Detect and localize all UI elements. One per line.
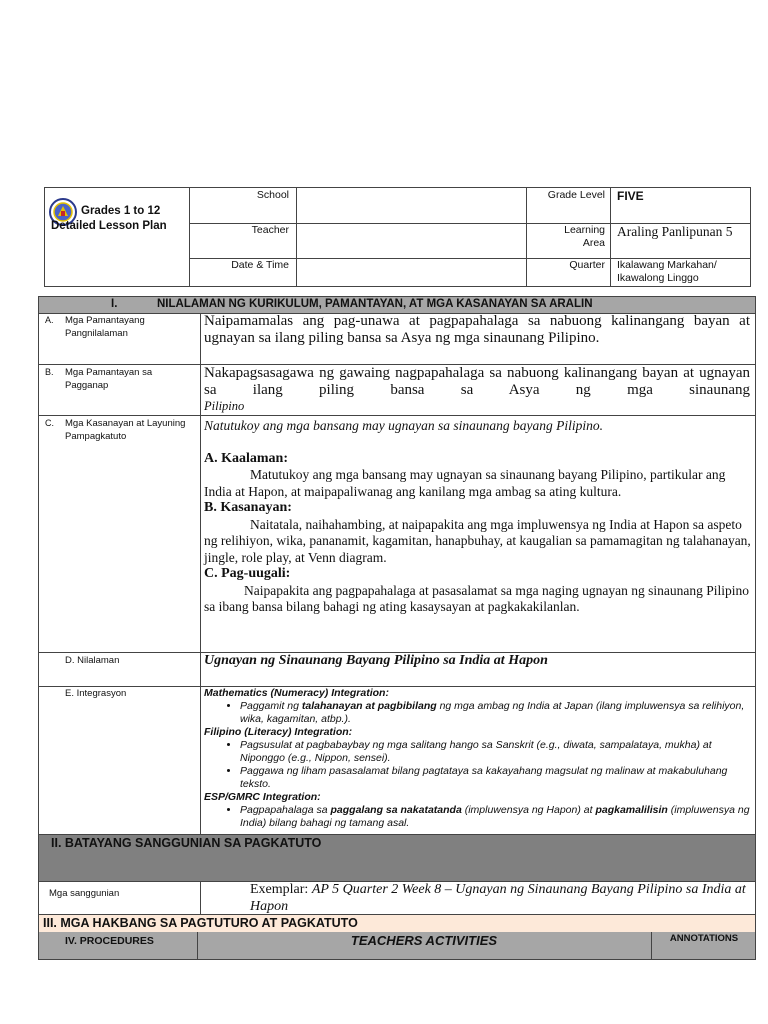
row-label: D. Nilalaman <box>65 655 120 666</box>
filipino-heading: Filipino (Literacy) Integration: <box>204 726 353 738</box>
school-value[interactable] <box>297 189 525 222</box>
kaalaman-heading: A. Kaalaman: <box>204 450 288 466</box>
section-header <box>39 297 755 314</box>
row-label: Mga Pamantayan sa Pagganap <box>65 367 153 391</box>
section-title: NILALAMAN NG KURIKULUM, PAMANTAYAN, AT MGA KASANAYAN SA ARALIN <box>157 298 593 310</box>
section-number: I. <box>111 298 118 310</box>
row-label: Mga Kasanayan at Layuning Pampagkatuto <box>65 418 186 442</box>
paguugali-heading: C. Pag-uugali: <box>204 566 291 581</box>
learning-area-value: Araling Panlipunan 5 <box>617 224 733 239</box>
objectives-intro: Natutukoy ang mga bansang may ugnayan sa sinaunang bayang Pilipino. <box>204 418 603 433</box>
esp-list <box>204 804 752 830</box>
reference-title: AP 5 Quarter 2 Week 8 – Ugnayan ng Sinaunang Bayang Pilipino sa India at Hapon <box>250 882 746 914</box>
learning-area-label-line1: Learning <box>564 224 605 236</box>
filipino-list <box>204 739 752 791</box>
grade-level-value: FIVE <box>617 189 644 203</box>
math-heading: Mathematics (Numeracy) Integration: <box>204 687 389 699</box>
lesson-plan-title: Grades 1 to 12 Detailed Lesson Plan <box>51 205 167 232</box>
math-list <box>204 700 752 726</box>
school-label: School <box>256 189 289 201</box>
reference-prefix: Exemplar: <box>250 882 312 897</box>
row-pamantayang-pangnilalaman <box>39 313 755 365</box>
row-label: Mga sanggunian <box>49 888 120 899</box>
annotations-label: ANNOTATIONS <box>669 933 739 944</box>
list-item: • Pagsusulat at pagbabaybay ng mga salitang hango sa Sanskrit (e.g., diwata, sampalataya, mukha) at Niponggo (e.g., Nippon, sensei). <box>240 739 752 765</box>
quarter-label: Quarter <box>569 259 605 271</box>
kasanayan-text: Naitatala, naihahambing, at naipapakita ang mga impluwensya ng India at Hapon sa aspeto ng relihiyon, wika, pananamit, kagamitan, hanapbuhay, at kaugalian sa pamamagitan ng talahanayan, jingle, role play, at Venn diagram. <box>204 516 751 565</box>
date-time-label: Date & Time <box>231 259 289 271</box>
row-nilalaman <box>39 653 755 687</box>
list-item: • Pagpapahalaga sa paggalang sa nakatatanda (impluwensya ng Hapon) at pagkamalilisin (impluwensya ng India) bilang bahagi ng tamang asal. <box>240 804 752 830</box>
grade-level-label: Grade Level <box>547 189 605 201</box>
content-standard-text: Naipamamalas ang pag-unawa at pagpapahalaga sa nabuong kalinangang bayan at ugnayan sa ilang piling bansa sa Asya ng mga sinaunang Pilipino. <box>204 313 750 346</box>
divider <box>200 881 201 914</box>
row-letter: A. <box>45 315 54 325</box>
esp-heading: ESP/GMRC Integration: <box>204 791 321 803</box>
learning-area-label-line2: Area <box>582 237 605 249</box>
reference-text <box>250 881 755 915</box>
date-time-value[interactable] <box>297 259 525 286</box>
paguugali-text: Naipapakita ang pagpapahalaga at pasasalamat sa mga naging ugnayan ng sinaunang Pilipino sa ibang bansa bilang bahagi ng ating kasaysayan at pagkakakilanlan. <box>204 582 749 614</box>
section2-title: II. BATAYANG SANGGUNIAN SA PAGKATUTO <box>51 836 322 850</box>
kasanayan-heading: B. Kasanayan: <box>204 500 292 515</box>
row-label: Mga Pamantayang Pangnilalaman <box>65 315 145 339</box>
list-item: • Paggamit ng talahanayan at pagbibilang ng mga ambag ng India at Japan (ilang impluwensya sa relihiyon, wika, kagamitan, atbp.). <box>240 700 752 726</box>
row-sanggunian <box>39 881 755 915</box>
integration-content <box>204 687 752 830</box>
section3-header <box>39 915 755 933</box>
curriculum-table <box>38 296 756 960</box>
procedures-header-row <box>39 932 755 959</box>
objectives-content <box>204 418 752 616</box>
section3-title: III. MGA HAKBANG SA PAGTUTURO AT PAGKATUTO <box>43 916 358 930</box>
performance-standard-main: Nakapagsasagawa ng gawaing nagpapahalaga sa nabuong kalinangang bayan at ugnayan sa ilang piling bansa sa Asya ng mga sinaunang <box>204 365 750 398</box>
row-letter: C. <box>45 418 54 428</box>
row-label: E. Integrasyon <box>65 688 127 699</box>
row-kasanayan-layunin <box>39 416 755 653</box>
divider <box>610 188 611 286</box>
kaalaman-text: Matutukoy ang mga bansang may ugnayan sa sinaunang bayang Pilipino, partikular ang India at Hapon, at maipapaliwanag ang kanilang mga ambag sa ating kultura. <box>204 467 726 499</box>
divider <box>189 188 190 286</box>
teacher-label: Teacher <box>251 224 289 236</box>
section2-header <box>39 835 755 882</box>
learning-area-label <box>527 224 605 250</box>
performance-standard-tail: Pilipino <box>204 399 245 413</box>
list-item: • Paggawa ng liham pasasalamat bilang pagtataya sa kakayahang magsulat ng malinaw at makabuluhang teksto. <box>240 765 752 791</box>
teachers-activities-label: TEACHERS ACTIVITIES <box>350 933 498 948</box>
row-letter: B. <box>45 367 54 377</box>
header-table <box>44 187 751 287</box>
procedures-label: IV. PROCEDURES <box>65 935 154 947</box>
teacher-value[interactable] <box>297 224 525 257</box>
content-title: Ugnayan ng Sinaunang Bayang Pilipino sa India at Hapon <box>204 653 548 668</box>
performance-standard-text <box>204 365 750 414</box>
row-pamantayan-sa-pagganap <box>39 365 755 416</box>
quarter-value: Ikalawang Markahan/ Ikawalong Linggo <box>617 259 717 284</box>
row-integrasyon <box>39 687 755 835</box>
